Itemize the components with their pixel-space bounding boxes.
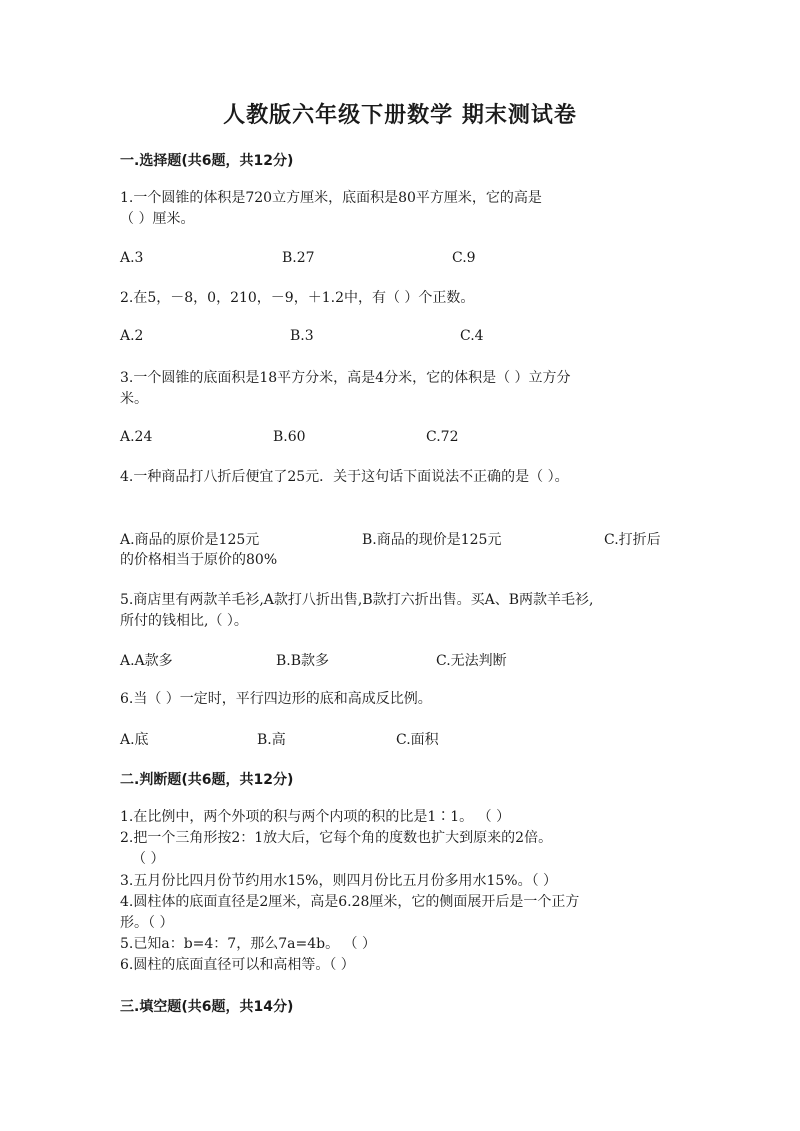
judge-4-text: 4.圆柱体的底面直径是2厘米，高是6.28厘米，它的侧面展开后是一个正方	[120, 894, 580, 910]
question-2-option-b: B.3	[290, 328, 314, 344]
question-4-option-c-cont: 的价格相当于原价的80%	[120, 552, 278, 568]
question-4-option-c: C.打折后	[604, 532, 661, 548]
question-1-option-b: B.27	[282, 250, 315, 266]
judge-2-text-cont: （ ）	[132, 851, 165, 867]
question-6-option-b: B.高	[257, 732, 286, 748]
question-4-option-a: A.商品的原价是125元	[120, 532, 260, 548]
question-3-option-b: B.60	[273, 429, 306, 445]
question-6-text: 6.当（ ）一定时，平行四边形的底和高成反比例。	[120, 691, 432, 707]
page-title: 人教版六年级下册数学 期末测试卷	[223, 103, 577, 128]
question-2-option-c: C.4	[460, 328, 484, 344]
question-3-text: 3.一个圆锥的底面积是18平方分米，高是4分米，它的体积是（ ）立方分	[120, 370, 571, 386]
judge-3-text: 3.五月份比四月份节约用水15%，则四月份比五月份多用水15%。（ ）	[120, 873, 558, 889]
question-1-option-a: A.3	[120, 250, 144, 266]
question-2-option-a: A.2	[120, 328, 144, 344]
question-5-option-c: C.无法判断	[436, 653, 507, 669]
judge-6-text: 6.圆柱的底面直径可以和高相等。（ ）	[120, 957, 355, 973]
section-heading-judge: 二.判断题(共6题，共12分)	[120, 772, 294, 788]
judge-1-text: 1.在比例中，两个外项的积与两个内项的积的比是1∶1。 （ ）	[120, 809, 511, 825]
question-1-option-c: C.9	[452, 250, 476, 266]
question-3-text-cont: 米。	[120, 391, 148, 407]
question-4-option-b: B.商品的现价是125元	[362, 532, 502, 548]
question-6-option-a: A.底	[120, 732, 149, 748]
question-5-option-b: B.B款多	[276, 653, 330, 669]
question-1-text: 1.一个圆锥的体积是720立方厘米，底面积是80平方厘米，它的高是	[120, 190, 542, 206]
judge-4-text-cont: 形。（ ）	[120, 915, 174, 931]
section-heading-choice: 一.选择题(共6题，共12分)	[120, 153, 294, 169]
section-heading-fill: 三.填空题(共6题，共14分)	[120, 999, 294, 1015]
question-3-option-c: C.72	[426, 429, 459, 445]
question-5-text-cont: 所付的钱相比,（ ）。	[120, 613, 248, 629]
question-4-text: 4.一种商品打八折后便宜了25元．关于这句话下面说法不正确的是（ ）。	[120, 469, 569, 485]
question-5-text: 5.商店里有两款羊毛衫,A款打八折出售,B款打六折出售。买A、B两款羊毛衫,	[120, 592, 594, 608]
judge-2-text: 2.把一个三角形按2：1放大后，它每个角的度数也扩大到原来的2倍。	[120, 830, 553, 846]
judge-5-text: 5.已知a：b=4：7，那么7a=4b。 （ ）	[120, 936, 376, 952]
question-3-option-a: A.24	[120, 429, 153, 445]
question-5-option-a: A.A款多	[120, 653, 173, 669]
question-6-option-c: C.面积	[396, 732, 439, 748]
question-1-text-cont: （ ）厘米。	[120, 211, 195, 227]
question-2-text: 2.在5，－8，0，210，－9，＋1.2中，有（ ）个正数。	[120, 290, 475, 306]
